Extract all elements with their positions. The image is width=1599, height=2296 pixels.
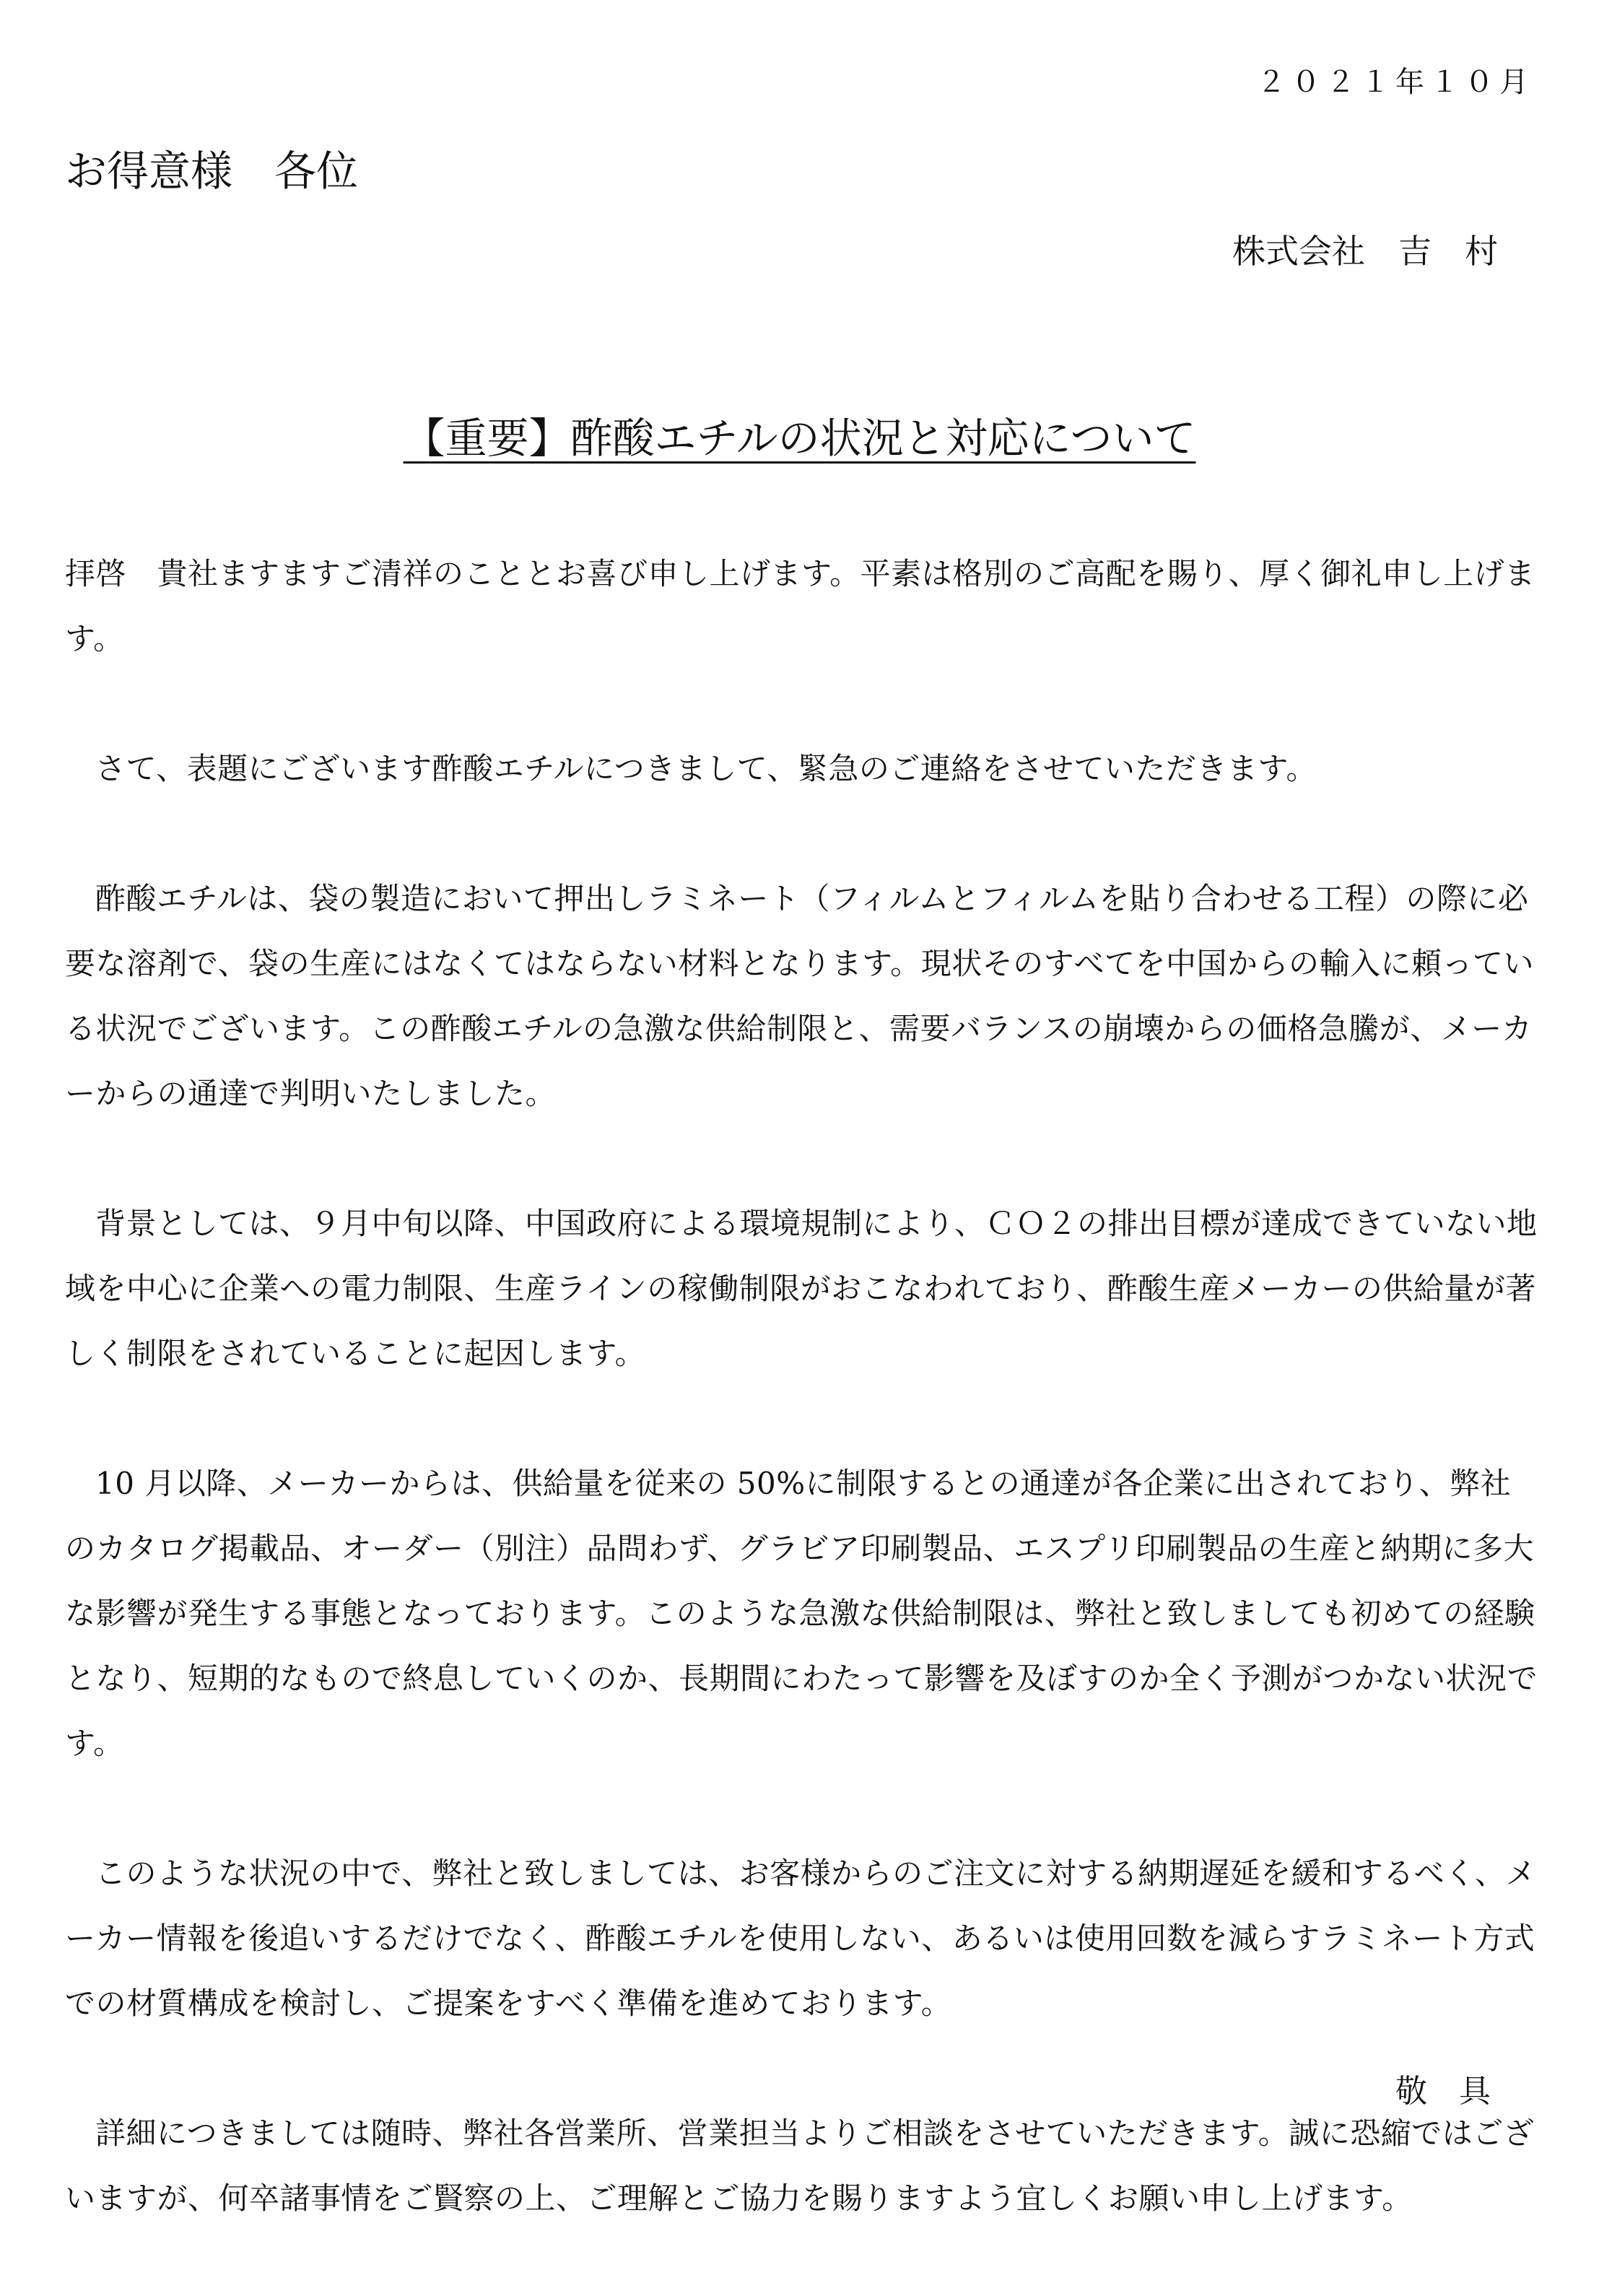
paragraph-supply-limit: 10 月以降、メーカーからは、供給量を従来の 50%に制限するとの通達が各企業に出されており、弊社のカタログ掲載品、オーダー（別注）品問わず、グラビア印刷製品、エスプリ印刷製品の生産と納期に多大な影響が発生する事態となっております。このような急激な供給制限は、弊社と致しましても初めての経験となり、短期的なもので終息していくのか、長期間にわたって影響を及ぼすのか全く予測がつかない状況です。: [65, 1466, 1538, 1761]
paragraph-response: このような状況の中で、弊社と致しましては、お客様からのご注文に対する納期遅延を緩和するべく、メーカー情報を後追いするだけでなく、酢酸エチルを使用しない、あるいは使用回数を減らすラミネート方式での材質構成を検討し、ご提案をすべく準備を進めております。: [65, 1856, 1536, 2021]
paragraph-background: 背景としては、９月中旬以降、中国政府による環境規制により、ＣＯ２の排出目標が達成できていない地域を中心に企業への電力制限、生産ラインの稼働制限がおこなわれており、酢酸生産メーカーの供給量が著しく制限をされていることに起因します。: [65, 1206, 1538, 1371]
document-title: [0, 404, 1599, 465]
paragraph-intro: さて、表題にございます酢酸エチルにつきまして、緊急のご連絡をさせていただきます。: [95, 751, 1317, 786]
sender-company: 株式会社 吉 村: [1232, 232, 1498, 271]
paragraph-greeting: 拝啓 貴社ますますご清祥のこととお喜び申し上げます。平素は格別のご高配を賜り、厚く御礼申し上げます。: [65, 556, 1535, 656]
closing-remark: 敬 具: [1395, 2073, 1491, 2110]
letter-date: ２０２１年１０月: [1257, 66, 1534, 99]
addressee: お得意様 各位: [65, 147, 359, 196]
letter-body: [65, 542, 1538, 2296]
document-title-text: 【重要】酢酸エチルの状況と対応について: [403, 414, 1196, 463]
paragraph-ethyl-acetate: 酢酸エチルは、袋の製造において押出しラミネート（フィルムとフィルムを貼り合わせる工程）の際に必要な溶剤で、袋の生産にはなくてはならない材料となります。現状そのすべてを中国からの輸入に頼っている状況でございます。この酢酸エチルの急激な供給制限と、需要バランスの崩壊からの価格急騰が、メーカーからの通達で判明いたしました。: [65, 881, 1534, 1111]
paragraph-details: 詳細につきましては随時、弊社各営業所、営業担当よりご相談をさせていただきます。誠に恐縮ではございますが、何卒諸事情をご賢察の上、ご理解とご協力を賜りますよう宜しくお願い申し上げます。: [65, 2115, 1535, 2216]
